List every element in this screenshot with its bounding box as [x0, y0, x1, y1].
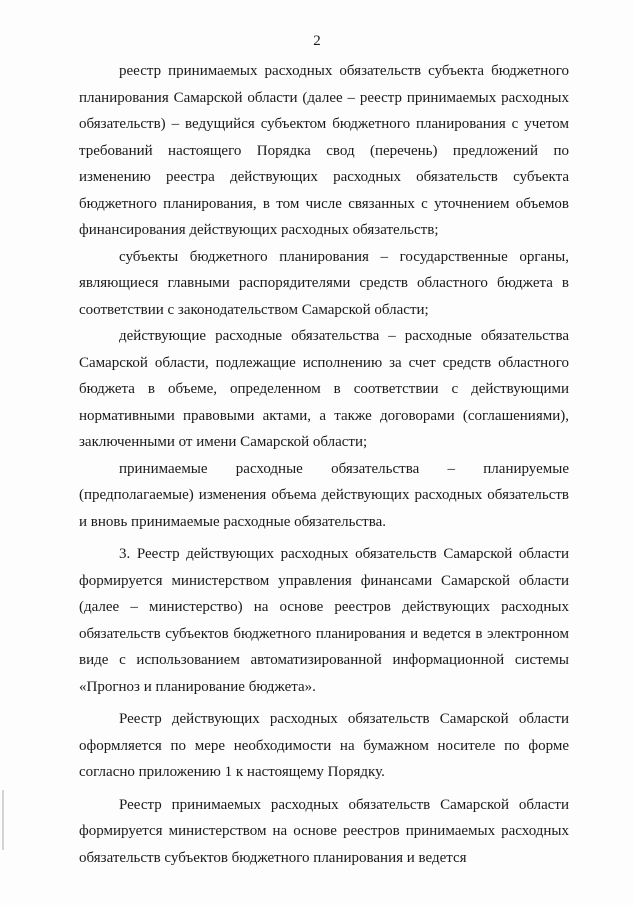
paragraph-register-accepted-definition: реестр принимаемых расходных обязательств субъекта бюджетного планирования Самарской области (далее – реестр принимаемых расходных обязательств) – ведущийся субъектом бюджетного планирования с учетом требований настоящего Порядка свод (перечень) предложений по изменению реестра действующих расходных обязательств субъекта бюджетного планирования, в том числе связанных с уточнением объемов финансирования действующих расходных обязательств; [79, 63, 569, 238]
scan-edge-mark [2, 790, 4, 850]
page-number: 2 [313, 33, 321, 49]
paragraph-accepted-register-formation: Реестр принимаемых расходных обязательств Самарской области формируется министерством на основе реестров принимаемых расходных обязательств субъектов бюджетного планирования и ведется [79, 796, 569, 866]
paragraph-section-3: 3. Реестр действующих расходных обязательств Самарской области формируется министерством управления финансами Самарской области (далее – министерство) на основе реестров действующих расходных обязательств субъектов бюджетного планирования и ведется в электронном виде с использованием автоматизированной информационной системы «Прогноз и планирование бюджета». [79, 546, 569, 695]
paragraph-accepted-obligations-definition: принимаемые расходные обязательства – планируемые (предполагаемые) изменения объема действующих расходных обязательств и вновь принимаемые расходные обязательства. [79, 460, 569, 530]
paragraph-current-obligations-definition: действующие расходные обязательства – расходные обязательства Самарской области, подлежащие исполнению за счет средств областного бюджета в объеме, определенном в соответствии с действующими нормативными правовыми актами, а также договорами (соглашениями), заключенными от имени Самарской области; [79, 328, 569, 450]
document-body [79, 58, 569, 871]
paragraph-paper-register: Реестр действующих расходных обязательств Самарской области оформляется по мере необходимости на бумажном носителе по форме согласно приложению 1 к настоящему Порядку. [79, 711, 569, 780]
paragraph-budget-subjects-definition: субъекты бюджетного планирования – государственные органы, являющиеся главными распорядителями средств областного бюджета в соответствии с законодательством Самарской области; [79, 248, 569, 318]
